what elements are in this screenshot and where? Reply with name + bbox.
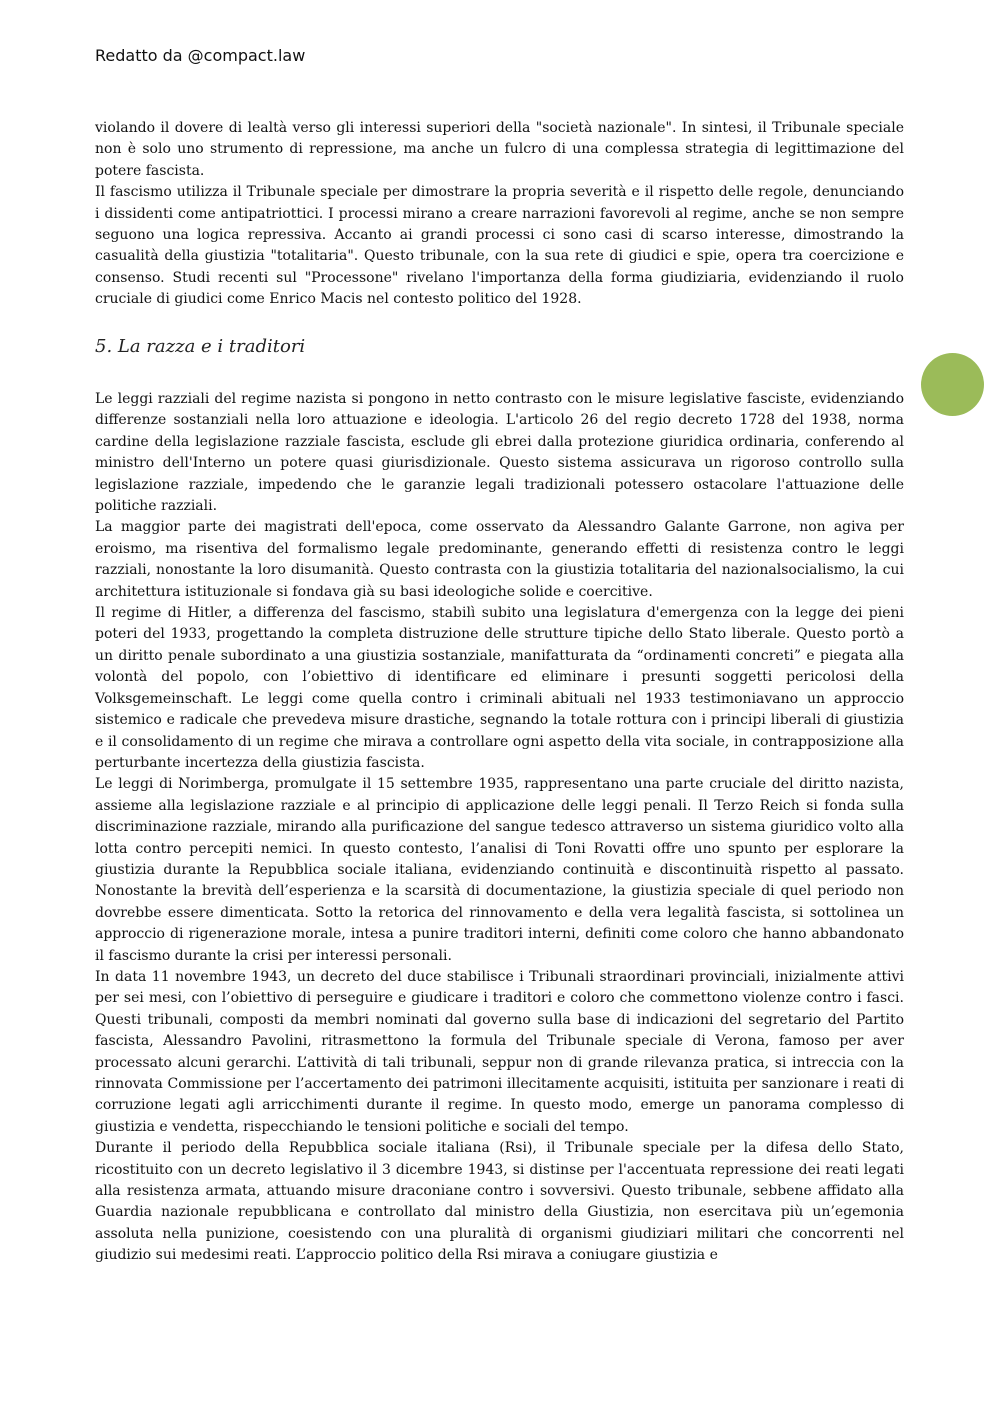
paragraph: Il regime di Hitler, a differenza del fascismo, stabilì subito una legislatura d'emergenza con la legge dei pieni poteri del 1933, progettando la completa distruzione delle strutture tipiche dello Stato liberale. Questo portò a un diritto penale subordinato a una giustizia sostanziale, manifatturata da “ordinamenti concreti” e piegata alla volontà del popolo, con l’obiettivo di identificare ed eliminare i presunti soggetti pericolosi della Volksgemeinschaft. Le leggi come quella contro i criminali abituali nel 1933 testimoniavano un approccio sistemico e radicale che prevedeva misure drastiche, segnando la totale rottura con i principi liberali di giustizia e il consolidamento di un regime che mirava a controllare ogni aspetto della vita sociale, in contrapposizione alla perturbante incertezza della giustizia fascista. [95,605,904,771]
paragraph: violando il dovere di lealtà verso gli interessi superiori della "società nazionale". In sintesi, il Tribunale speciale non è solo uno strumento di repressione, ma anche un fulcro di una complessa strategia di legittimazione del potere fascista. [95,120,904,179]
section-heading: 5. La razza e i traditori [95,336,306,357]
decorative-circle [921,353,984,416]
page-header: Redatto da @compact.law [95,46,306,65]
intro-text-block [95,118,904,311]
paragraph: Le leggi di Norimberga, promulgate il 15 settembre 1935, rappresentano una parte cruciale del diritto nazista, assieme alla legislazione razziale e al principio di applicazione delle leggi penali. Il Terzo Reich si fonda sulla discriminazione razziale, mirando alla purificazione del sangue tedesco attraverso un sistema giuridico volto alla lotta contro percepiti nemici. In questo contesto, l’analisi di Toni Rovatti offre uno spunto per esplorare la giustizia durante la Repubblica sociale italiana, evidenziando continuità e discontinuità rispetto al passato. Nonostante la brevità dell’esperienza e la scarsità di documentazione, la giustizia speciale di quel periodo non dovrebbe essere dimenticata. Sotto la retorica del rinnovamento e della vera legalità fascista, si sottolinea un approccio di rigenerazione morale, intesa a punire traditori interni, definiti come coloro che hanno abbandonato il fascismo durante la crisi per interessi personali. [95,776,904,964]
paragraph: Il fascismo utilizza il Tribunale speciale per dimostrare la propria severità e il rispetto delle regole, denunciando i dissidenti come antipatriottici. I processi mirano a creare narrazioni favorevoli al regime, anche se non sempre seguono una logica repressiva. Accanto ai grandi processi ci sono casi di scarso interesse, dimostrando la casualità della giustizia "totalitaria". Questo tribunale, con la sua rete di giudici e spie, opera tra coercizione e consenso. Studi recenti sul "Processone" rivelano l'importanza della forma giudiziaria, evidenziando il ruolo cruciale di giudici come Enrico Macis nel contesto politico del 1928. [95,184,904,308]
section-5-text-block [95,389,904,1267]
paragraph: Durante il periodo della Repubblica sociale italiana (Rsi), il Tribunale speciale per la difesa dello Stato, ricostituito con un decreto legislativo il 3 dicembre 1943, si distinse per l'accentuata repressione dei reati legati alla resistenza armata, attuando misure draconiane contro i sovversivi. Questo tribunale, sebbene affidato alla Guardia nazionale repubblicana e controllato dal ministro della Giustizia, non esercitava più un’egemonia assoluta nella punizione, coesistendo con una pluralità di organismi giudiziari militari che concorrenti nel giudizio sui medesimi reati. L’approccio politico della Rsi mirava a coniugare giustizia e [95,1140,904,1264]
paragraph: In data 11 novembre 1943, un decreto del duce stabilisce i Tribunali straordinari provinciali, inizialmente attivi per sei mesi, con l’obiettivo di perseguire e giudicare i traditori e coloro che commettono violenze contro i fasci. Questi tribunali, composti da membri nominati dal governo sulla base di indicazioni del segretario del Partito fascista, Alessandro Pavolini, ritrasmettono la formula del Tribunale speciale di Verona, famoso per aver processato alcuni gerarchi. L’attività di tali tribunali, seppur non di grande rilevanza pratica, si intreccia con la rinnovata Commissione per l’accertamento dei patrimoni illecitamente acquisiti, istituita per sanzionare i reati di corruzione legati agli arricchimenti durante il regime. In questo modo, emerge un panorama complesso di giustizia e vendetta, rispecchiando le tensioni politiche e sociali del tempo. [95,968,904,1135]
paragraph: La maggior parte dei magistrati dell'epoca, come osservato da Alessandro Galante Garrone, non agiva per eroismo, ma risentiva del formalismo legale predominante, generando effetti di resistenza contro le leggi razziali, nonostante la loro disumanità. Questo contrasta con la giustizia totalitaria del nazionalsocialismo, la cui architettura istituzionale si fondava già su basi ideologiche solide e coercitive. [95,519,904,600]
paragraph: Le leggi razziali del regime nazista si pongono in netto contrasto con le misure legislative fasciste, evidenziando differenze sostanziali nella loro attuazione e ideologia. L'articolo 26 del regio decreto 1728 del 1938, norma cardine della legislazione razziale fascista, esclude gli ebrei dalla protezione giuridica ordinaria, conferendo al ministro dell'Interno un potere quasi giurisdizionale. Questo sistema assicurava un rigoroso controllo sulla legislazione razziale, impedendo che le garanzie legali tradizionali potessero ostacolare l'attuazione delle politiche razziali. [95,391,904,515]
